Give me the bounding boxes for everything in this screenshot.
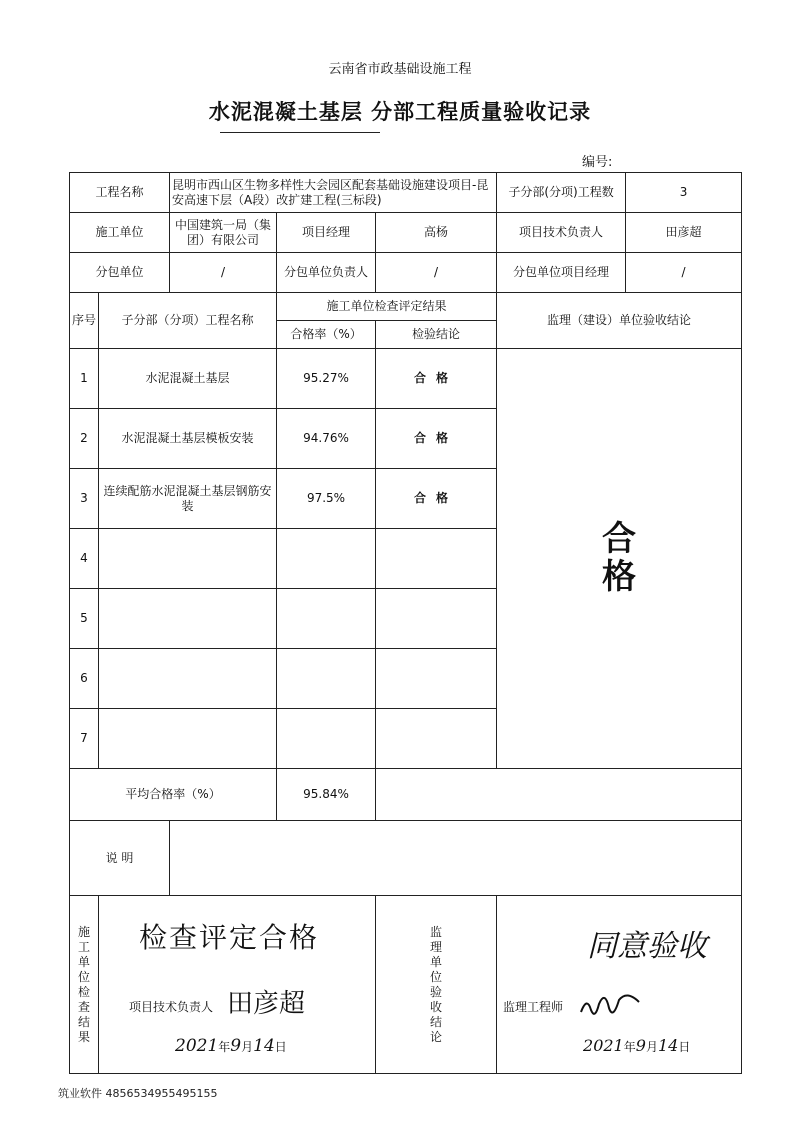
subcontractor-row: [70, 253, 742, 293]
row-result: [376, 529, 497, 589]
day-char: 日: [678, 1040, 691, 1054]
sub-count-label: 子分部(分项)工程数: [497, 173, 626, 213]
supervision-header: 监理（建设）单位验收结论: [497, 293, 742, 349]
contractor-section-label: [70, 896, 99, 1074]
table-head-row: [70, 293, 742, 321]
row-no: 3: [70, 469, 99, 529]
contractor-label: 施工单位: [70, 213, 170, 253]
contractor-year: 2021: [175, 1036, 219, 1056]
average-blank: [376, 769, 742, 821]
contractor-sign-cell: [99, 896, 376, 1074]
footer: [58, 1085, 217, 1101]
year-char: 年: [623, 1040, 636, 1054]
average-row: [70, 769, 742, 821]
row-name: [99, 529, 277, 589]
project-name-row: [70, 173, 742, 213]
sign-row: [70, 896, 742, 1074]
year-char: 年: [218, 1040, 231, 1054]
row-no: 6: [70, 649, 99, 709]
month-char: 月: [645, 1040, 658, 1054]
tech-lead-label: 项目技术负责人: [497, 213, 626, 253]
footer-software: 筑业软件: [58, 1087, 102, 1100]
average-value: 95.84%: [277, 769, 376, 821]
remarks-value: [170, 821, 742, 896]
row-name: 连续配筋水泥混凝土基层钢筋安装: [99, 469, 277, 529]
engineer-signature: [577, 990, 647, 1026]
sub-lead-label: 分包单位负责人: [277, 253, 376, 293]
row-no: 5: [70, 589, 99, 649]
month-char: 月: [241, 1040, 254, 1054]
contractor-date: [175, 1036, 287, 1057]
row-name: [99, 649, 277, 709]
subcontractor-label: 分包单位: [70, 253, 170, 293]
row-result: 合格: [376, 349, 497, 409]
sub-pm-value: /: [626, 253, 742, 293]
tech-lead-value: 田彦超: [626, 213, 742, 253]
row-rate: 94.76%: [277, 409, 376, 469]
average-label: 平均合格率（%）: [70, 769, 277, 821]
subcontractor-value: /: [170, 253, 277, 293]
pass-rate-header: 合格率（%）: [277, 321, 376, 349]
supervision-sign-cell: [497, 896, 742, 1074]
row-name: [99, 709, 277, 769]
sub-pm-label: 分包单位项目经理: [497, 253, 626, 293]
project-name-value: 昆明市西山区生物多样性大会园区配套基础设施建设项目-昆安高速下层（A段）改扩建工程(三标段): [170, 173, 497, 213]
title-underline: [220, 132, 380, 133]
row-no: 1: [70, 349, 99, 409]
contractor-tech-lead-label: 项目技术负责人: [129, 1000, 214, 1014]
serial-label: 编号:: [582, 155, 613, 170]
row-result: [376, 649, 497, 709]
row-rate: [277, 649, 376, 709]
sub-count-value: 3: [626, 173, 742, 213]
row-rate: [277, 709, 376, 769]
acceptance-record-table: [69, 172, 742, 1074]
table-row: [70, 349, 742, 409]
row-name: 水泥混凝土基层模板安装: [99, 409, 277, 469]
contractor-tech-lead-signature: 田彦超: [227, 989, 306, 1019]
row-rate: [277, 529, 376, 589]
footer-code: 4856534955495155: [105, 1087, 218, 1100]
row-rate: [277, 589, 376, 649]
engineer-label: 监理工程师: [503, 1000, 564, 1014]
remarks-label: 说 明: [70, 821, 170, 896]
contractor-row: [70, 213, 742, 253]
row-name: 水泥混凝土基层: [99, 349, 277, 409]
row-no: 4: [70, 529, 99, 589]
pm-value: 高杨: [376, 213, 497, 253]
page-title: 水泥混凝土基层 分部工程质量验收记录: [208, 100, 592, 124]
remarks-row: [70, 821, 742, 896]
contractor-section-text: 施工单位检查结果: [77, 924, 90, 1044]
row-result: [376, 709, 497, 769]
check-result-header: 施工单位检查评定结果: [277, 293, 497, 321]
supervision-month: 9: [635, 1036, 646, 1055]
row-rate: 97.5%: [277, 469, 376, 529]
supervision-conclusion-handwritten: 同意验收: [587, 929, 708, 964]
row-result: 合格: [376, 409, 497, 469]
row-result: 合格: [376, 469, 497, 529]
supervision-result: 合格: [602, 519, 637, 597]
contractor-conclusion-handwritten: 检查评定合格: [139, 921, 320, 954]
supervision-year: 2021: [583, 1036, 624, 1055]
day-char: 日: [274, 1040, 287, 1054]
supervision-section-label: [376, 896, 497, 1074]
supervision-date: [583, 1036, 690, 1056]
supervision-section-text: 监理单位验收结论: [430, 924, 443, 1044]
supervision-result-cell: [497, 349, 742, 769]
contractor-day: 14: [253, 1036, 275, 1056]
contractor-value: 中国建筑一局（集团）有限公司: [170, 213, 277, 253]
pm-label: 项目经理: [277, 213, 376, 253]
conclusion-header: 检验结论: [376, 321, 497, 349]
row-rate: 95.27%: [277, 349, 376, 409]
row-no: 7: [70, 709, 99, 769]
org-header: 云南省市政基础设施工程: [328, 62, 472, 77]
supervision-day: 14: [657, 1036, 679, 1055]
row-no: 2: [70, 409, 99, 469]
item-name-header: 子分部（分项）工程名称: [99, 293, 277, 349]
contractor-month: 9: [230, 1036, 242, 1056]
sub-lead-value: /: [376, 253, 497, 293]
seq-header: 序号: [70, 293, 99, 349]
row-result: [376, 589, 497, 649]
row-name: [99, 589, 277, 649]
project-name-label: 工程名称: [70, 173, 170, 213]
